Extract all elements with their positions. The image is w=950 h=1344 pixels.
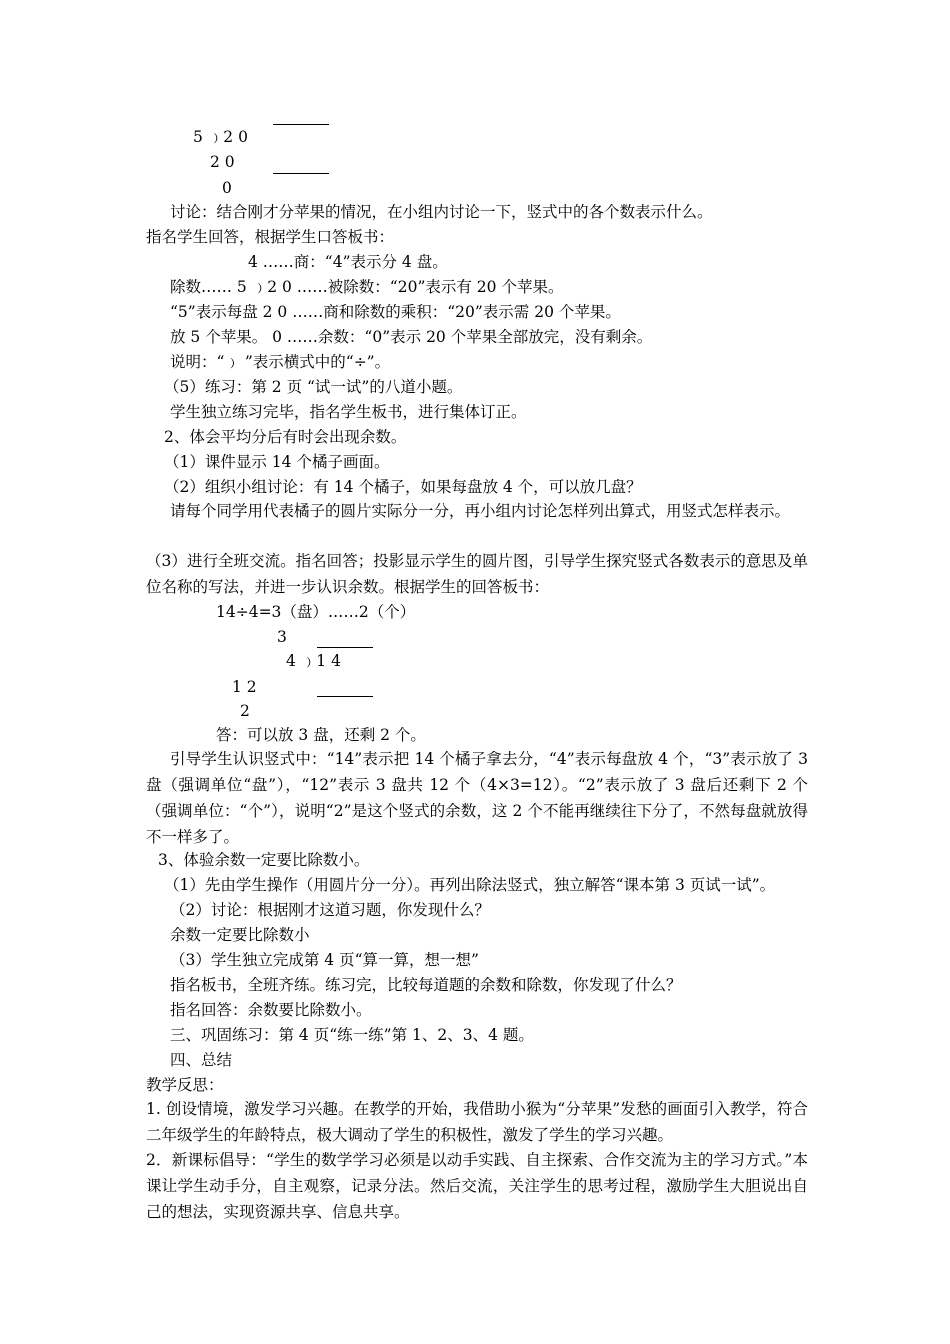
division-2-bar-bottom [317,696,373,697]
paragraph-explanation: 引导学生认识竖式中：“14”表示把 14 个橘子拿去分，“4”表示每盘放 4 个，“3”表示放了 3 盘（强调单位“盘”），“12”表示 3 盘共 12 个（4×3=12）。“2”表示放了 3 盘后还剩下 2 个（强调单位：“个”），说明“2”是这个竖式的余数，这 2 个不能再继续往下分了，不然每盘就放得不一样多了。 [146,750,808,846]
reflection-paragraph-2: 2．新课标倡导：“学生的数学学习必须是以动手实践、自主探索、合作交流为主的学习方式。”本课让学生动手分，自主观察，记录分法。然后交流，关注学生的思考过程，激励学生大胆说出自己的想法，实现资源共享、信息共享。 [146,1151,808,1221]
discussion-line: 讨论：结合刚才分苹果的情况，在小组内讨论一下，竖式中的各个数表示什么。 [170,203,713,221]
remainder-note: 放 5 个苹果。 0 ……余数：“0”表示 20 个苹果全部放完，没有剩余。 [170,328,653,346]
paragraph-class-exchange: （3）进行全班交流。指名回答；投影显示学生的圆片图，引导学生探究竖式各数表示的意思及单位名称的写法，并进一步认识余数。根据学生的回答板书： [146,552,808,596]
section-3-step-2: （2）讨论：根据刚才这道习题，你发现什么？ [170,901,490,919]
division-2-bar-top [317,647,373,648]
section-3-step-1: （1）先由学生操作（用圆片分一分）。再列出除法竖式，独立解答“课本第 3 页试一试”。 [164,876,776,894]
quotient-note: 4 ……商：“4”表示分 4 盘。 [248,253,448,271]
division-bar-bottom [273,173,329,174]
answer-remainder: 指名回答：余数要比除数小。 [170,1001,372,1019]
equation-line: 14÷4=3（盘）……2（个） [216,603,416,621]
section-2-heading: 2、体会平均分后有时会出现余数。 [164,428,407,446]
section-3-step-3: （3）学生独立完成第 4 页“算一算，想一想” [170,951,479,969]
division-bar-top [273,124,329,125]
step-2: （2）组织小组讨论：有 14 个橘子，如果每盘放 4 个，可以放几盘？ [164,478,642,496]
divisor-note: 除数…… 5 ﹚2 0 ……被除数：“20”表示有 20 个苹果。 [170,278,564,296]
division-1-row-3: 0 [222,179,232,197]
division-2-row-3: 2 [240,702,250,720]
division-1-row-1: 5 ﹚2 0 [193,128,248,146]
practice-line: （5）练习：第 2 页 “试一试”的八道小题。 [164,378,463,396]
consolidation-heading: 三、巩固练习：第 4 页“练一练”第 1、2、3、4 题。 [170,1026,534,1044]
division-2-quotient: 3 [277,628,287,646]
product-note: “5”表示每盘 2 0 ……商和除数的乘积：“20”表示需 20 个苹果。 [170,303,621,321]
practice-correction: 学生独立练习完毕，指名学生板书，进行集体订正。 [170,403,527,421]
board-work-line: 指名板书，全班齐练。练习完，比较每道题的余数和除数，你发现了什么？ [170,976,682,994]
conclusion-line: 余数一定要比除数小 [170,926,310,944]
answer-line: 答：可以放 3 盘，还剩 2 个。 [216,726,426,744]
reflection-heading: 教学反思： [146,1076,224,1094]
reflection-paragraph-1: 1. 创设情境，激发学习兴趣。在教学的开始，我借助小猴为“分苹果”发愁的画面引入教学，符合二年级学生的年龄特点，极大调动了学生的积极性，激发了学生的学习兴趣。 [146,1100,808,1144]
division-2-row-1: 4 ﹚1 4 [286,652,341,670]
section-3-heading: 3、体验余数一定要比除数小。 [158,851,370,869]
division-2-row-2: 1 2 [232,678,257,696]
paragraph-hands-on: 请每个同学用代表橘子的圆片实际分一分，再小组内讨论怎样列出算式，用竖式怎样表示。 [170,502,791,520]
symbol-note: 说明：“﹚ ”表示横式中的“÷”。 [170,353,391,371]
answer-intro: 指名学生回答，根据学生口答板书： [146,228,395,246]
summary-heading: 四、总结 [170,1051,233,1069]
division-1-row-2: 2 0 [210,153,235,171]
step-1: （1）课件显示 14 个橘子画面。 [164,453,390,471]
